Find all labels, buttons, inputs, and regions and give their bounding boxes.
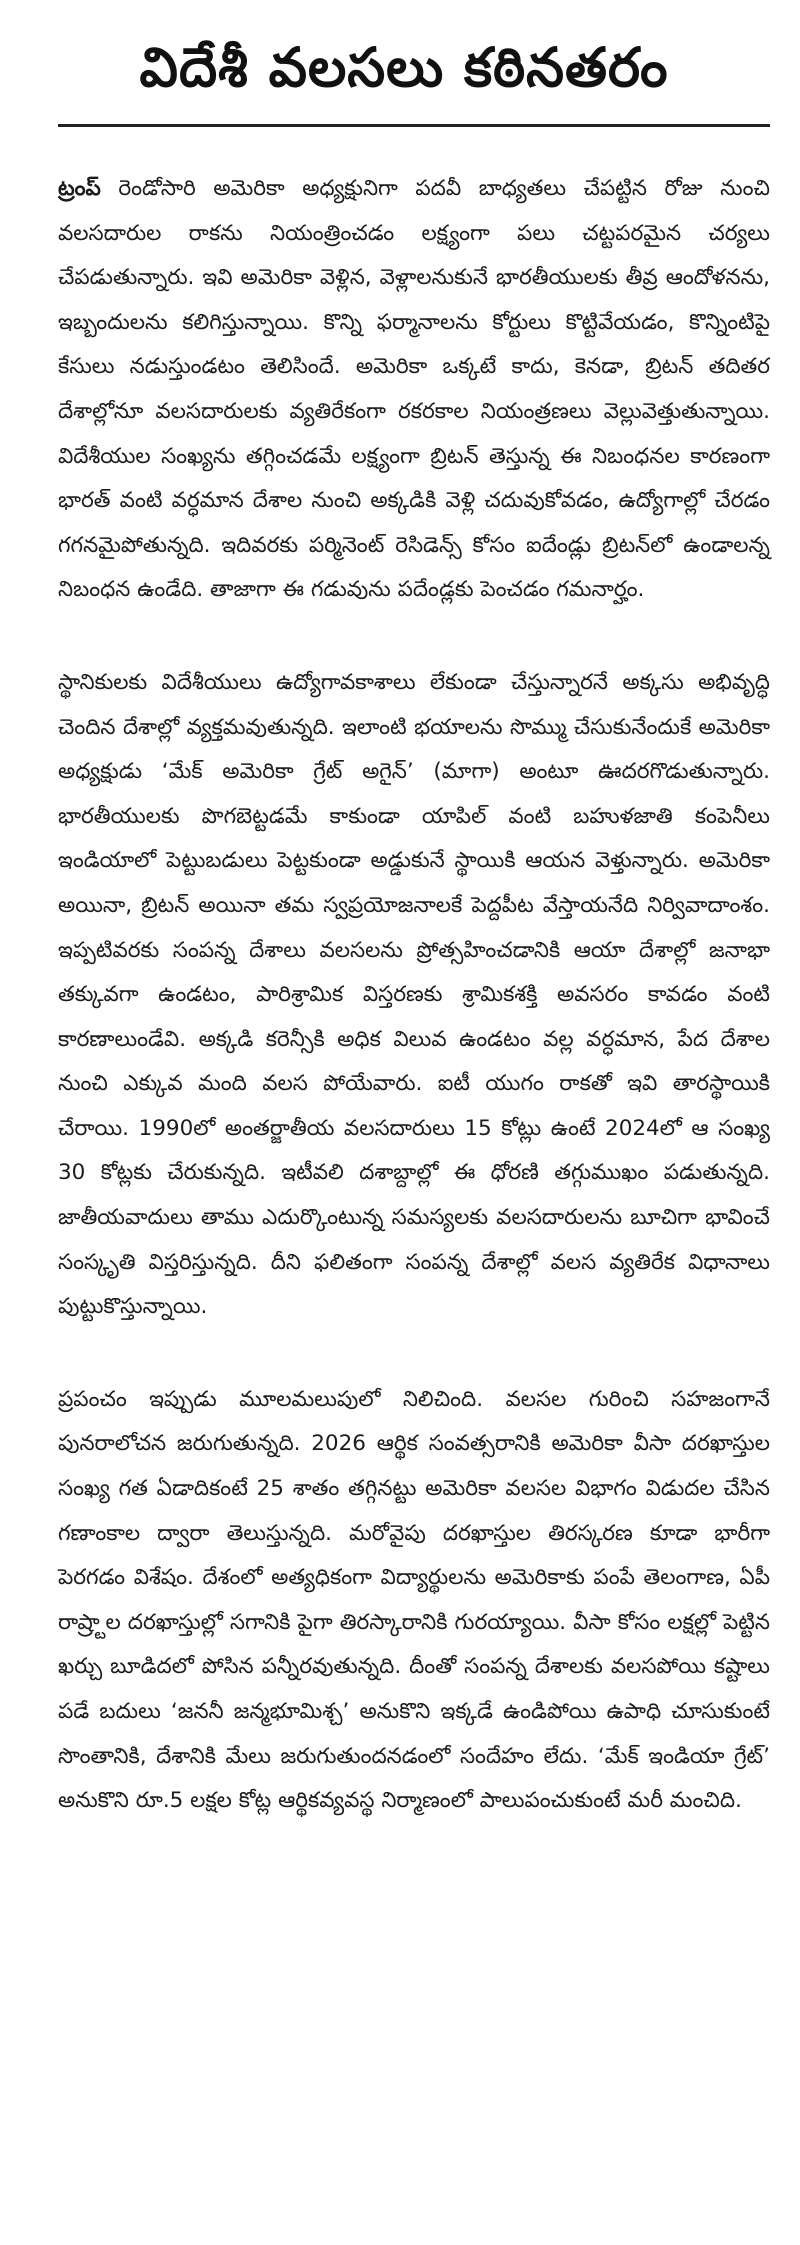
headline-divider — [58, 124, 770, 127]
lead-word: ట్రంప్ — [58, 176, 101, 201]
article-headline: విదేశీ వలసలు కఠినతరం — [139, 36, 669, 99]
paragraph-1-text: రెండోసారి అమెరికా అధ్యక్షునిగా పదవీ బాధ్యతలు చేపట్టిన రోజు నుంచి వలసదారుల రాకను నియంత్రించడం లక్ష్యంగా పలు చట్టపరమైన చర్యలు చేపడుతున్నారు. ఇవి అమెరికా వెళ్లిన, వెళ్లాలనుకునే భారతీయులకు తీవ్ర ఆందోళనను, ఇబ్బందులను కలిగిస్తున్నాయి. కొన్ని ఫర్మానాలను కోర్టులు కొట్టివేయడం, కొన్నింటిపై కేసులు నడుస్తుండటం తెలిసిందే. అమెరికా ఒక్కటే కాదు, కెనడా, బ్రిటన్ తదితర దేశాల్లోనూ వలసదారులకు వ్యతిరేకంగా రకరకాల నియంత్రణలు వెల్లువెత్తుతున్నాయి. విదేశీయుల సంఖ్యను తగ్గించడమే లక్ష్యంగా బ్రిటన్ తెస్తున్న ఈ నిబంధనల కారణంగా భారత్ వంటి వర్ధమాన దేశాల నుంచి అక్కడికి వెళ్లి చదువుకోవడం, ఉద్యోగాల్లో చేరడం గగనమైపోతున్నది. ఇదివరకు పర్మినెంట్ రెసిడెన్స్ కోసం ఐదేండ్లు బ్రిటన్‌లో ఉండాలన్న నిబంధన ఉండేది. తాజాగా ఈ గడువును పదేండ్లకు పెంచడం గమనార్హం. — [58, 176, 770, 603]
article-paragraph-2: స్థానికులకు విదేశీయులు ఉద్యోగావకాశాలు లేకుండా చేస్తున్నారనే అక్కసు అభివృద్ధి చెందిన దేశాల్లో వ్యక్తమవుతున్నది. ఇలాంటి భయాలను సొమ్ము చేసుకునేందుకే అమెరికా అధ్యక్షుడు ‘మేక్ అమెరికా గ్రేట్ అగైన్’ (మాగా) అంటూ ఊదరగొడుతున్నారు. భారతీయులకు పొగబెట్టడమే కాకుండా యాపిల్ వంటి బహుళజాతి కంపెనీలు ఇండియాలో పెట్టుబడులు పెట్టకుండా అడ్డుకునే స్థాయికి ఆయన వెళ్తున్నారు. అమెరికా అయినా, బ్రిటన్ అయినా తమ స్వప్రయోజనాలకే పెద్దపీట వేస్తాయనేది నిర్వివాదాంశం. ఇప్పటివరకు సంపన్న దేశాలు వలసలను ప్రోత్సహించడానికి ఆయా దేశాల్లో జనాభా తక్కువగా ఉండటం, పారిశ్రామిక విస్తరణకు శ్రామికశక్తి అవసరం కావడం వంటి కారణాలుండేవి. అక్కడి కరెన్సీకి అధిక విలువ ఉండటం వల్ల వర్ధమాన, పేద దేశాల నుంచి ఎక్కువ మంది వలస పోయేవారు. ఐటీ యుగం రాకతో ఇవి తారస్థాయికి చేరాయి. 1990లో అంతర్జాతీయ వలసదారులు 15 కోట్లు ఉంటే 2024లో ఆ సంఖ్య 30 కోట్లకు చేరుకున్నది. ఇటీవలి దశాబ్దాల్లో ఈ ధోరణి తగ్గుముఖం పడుతున్నది. జాతీయవాదులు తాము ఎదుర్కొంటున్న సమస్యలకు వలసదారులను బూచిగా భావించే సంస్కృతి విస్తరిస్తున్నది. దీని ఫలితంగా సంపన్న దేశాల్లో వలస వ్యతిరేక విధానాలు పుట్టుకొస్తున్నాయి. — [58, 669, 770, 1320]
article-paragraph-1 — [58, 167, 770, 613]
article-paragraph-3: ప్రపంచం ఇప్పుడు మూలమలుపులో నిలిచింది. వలసల గురించి సహజంగానే పునరాలోచన జరుగుతున్నది. 2026 ఆర్థిక సంవత్సరానికి అమెరికా వీసా దరఖాస్తుల సంఖ్య గత ఏడాదికంటే 25 శాతం తగ్గినట్టు అమెరికా వలసల విభాగం విడుదల చేసిన గణాంకాల ద్వారా తెలుస్తున్నది. మరోవైపు దరఖాస్తుల తిరస్కరణ కూడా భారీగా పెరగడం విశేషం. దేశంలో అత్యధికంగా విద్యార్థులను అమెరికాకు పంపే తెలంగాణ, ఏపీ రాష్ర్టాల దరఖాస్తుల్లో సగానికి పైగా తిరస్కారానికి గురయ్యాయి. వీసా కోసం లక్షల్లో పెట్టిన ఖర్చు బూడిదలో పోసిన పన్నీరవుతున్నది. దీంతో సంపన్న దేశాలకు వలసపోయి కష్టాలు పడే బదులు ‘జననీ జన్మభూమిశ్చ’ అనుకొని ఇక్కడే ఉండిపోయి ఉపాధి చూసుకుంటే సొంతానికి, దేశానికి మేలు జరుగుతుందనడంలో సందేహం లేదు. ‘మేక్ ఇండియా గ్రేట్’ అనుకొని రూ.5 లక్షల కోట్ల ఆర్థికవ్యవస్థ నిర్మాణంలో పాలుపంచుకుంటే మరీ మంచిది. — [58, 1386, 770, 1814]
